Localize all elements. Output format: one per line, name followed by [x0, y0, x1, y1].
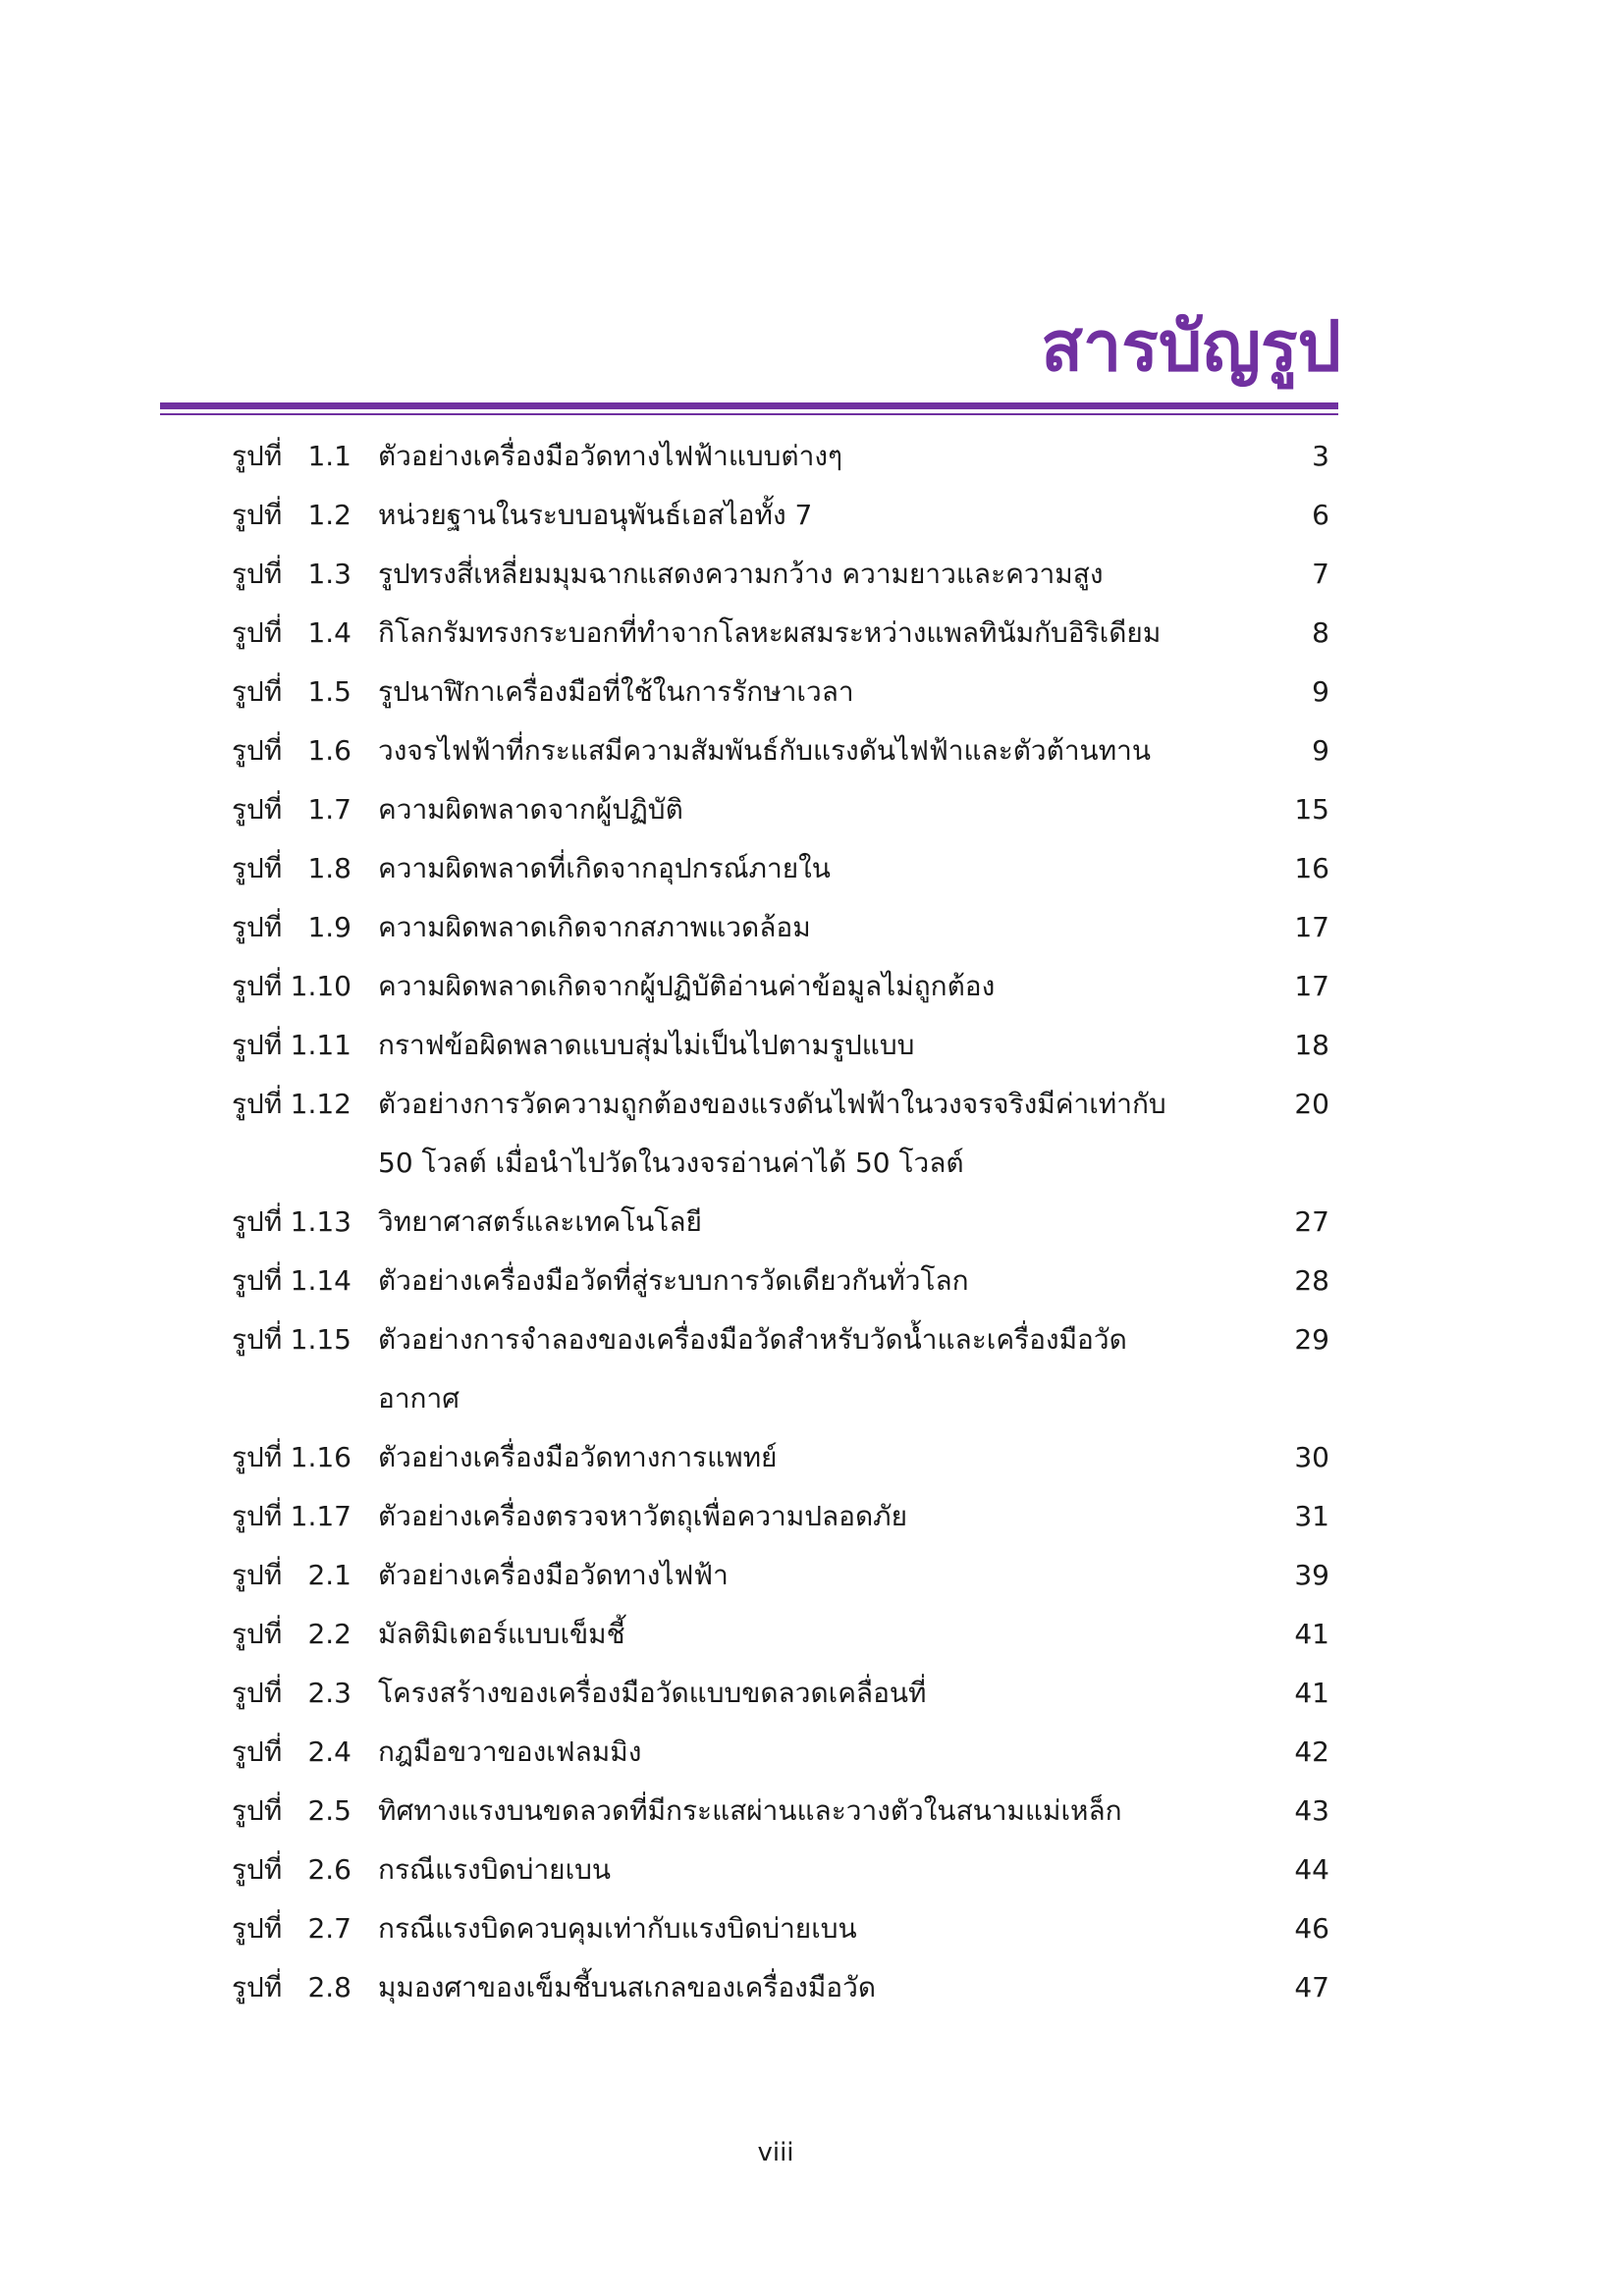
figure-prefix: รูปที่ [232, 675, 283, 708]
figure-prefix: รูปที่ [232, 1735, 283, 1768]
figure-caption: ตัวอย่างการวัดความถูกต้องของแรงดันไฟฟ้าในวงจรจริงมีค่าเท่ากับ 50 โวลต์ เมื่อนำไปวัดในวงจรอ่านค่าได้ 50 โวลต์ [378, 1088, 1166, 1179]
figure-caption: มุมองศาของเข็มชี้บนสเกลของเครื่องมือวัด [378, 1971, 877, 2003]
figure-number: 1.16 [290, 1441, 352, 1473]
figure-caption: ตัวอย่างเครื่องมือวัดทางการแพทย์ [378, 1441, 778, 1473]
figure-caption: ตัวอย่างการจำลองของเครื่องมือวัดสำหรับวัดน้ำและเครื่องมือวัด อากาศ [378, 1323, 1127, 1415]
figure-caption: ตัวอย่างเครื่องมือวัดที่สู่ระบบการวัดเดียวกันทั่วโลก [378, 1264, 969, 1297]
figure-entry[interactable] [0, 663, 1624, 721]
figure-page: 41 [1294, 1677, 1329, 1709]
figure-page: 9 [1312, 734, 1329, 767]
figure-entry[interactable] [0, 780, 1624, 839]
figure-entry[interactable] [0, 1193, 1624, 1252]
figure-prefix: รูปที่ [232, 1264, 283, 1297]
title-rule-thin [160, 413, 1338, 415]
figure-caption: ทิศทางแรงบนขดลวดที่มีกระแสผ่านและวางตัวในสนามแม่เหล็ก [378, 1794, 1122, 1827]
figure-prefix: รูปที่ [232, 499, 283, 531]
figure-prefix: รูปที่ [232, 1559, 283, 1591]
figure-entry[interactable] [0, 898, 1624, 957]
figure-page: 31 [1294, 1500, 1329, 1532]
figure-number: 2.3 [307, 1677, 352, 1709]
figure-prefix: รูปที่ [232, 793, 283, 826]
figure-prefix: รูปที่ [232, 558, 283, 590]
figure-page: 6 [1312, 499, 1329, 531]
figure-page: 41 [1294, 1618, 1329, 1650]
figure-caption: หน่วยฐานในระบบอนุพันธ์เอสไอทั้ง 7 [378, 499, 813, 531]
figure-page: 3 [1312, 440, 1329, 472]
figure-prefix: รูปที่ [232, 1618, 283, 1650]
figure-prefix: รูปที่ [232, 1677, 283, 1709]
figure-page: 44 [1294, 1853, 1329, 1886]
figure-prefix: รูปที่ [232, 852, 283, 884]
figure-page: 9 [1312, 675, 1329, 708]
figure-number: 2.5 [307, 1794, 352, 1827]
figure-prefix: รูปที่ [232, 1088, 283, 1120]
figure-prefix: รูปที่ [232, 1971, 283, 2003]
figure-list [0, 427, 1624, 2017]
figure-prefix: รูปที่ [232, 1912, 283, 1945]
figure-entry[interactable] [0, 839, 1624, 898]
figure-prefix: รูปที่ [232, 1323, 283, 1356]
figure-page: 39 [1294, 1559, 1329, 1591]
figure-page: 16 [1294, 852, 1329, 884]
figure-caption: ความผิดพลาดจากผู้ปฏิบัติ [378, 793, 683, 826]
figure-prefix: รูปที่ [232, 1029, 283, 1061]
figure-entry[interactable] [0, 1487, 1624, 1546]
figure-prefix: รูปที่ [232, 1853, 283, 1886]
title-rule-thick [160, 402, 1338, 409]
figure-entry[interactable] [0, 1782, 1624, 1841]
figure-entry[interactable] [0, 427, 1624, 486]
figure-number: 1.11 [290, 1029, 352, 1061]
figure-number: 2.6 [307, 1853, 352, 1886]
figure-caption: กรณีแรงบิดควบคุมเท่ากับแรงบิดบ่ายเบน [378, 1912, 857, 1945]
figure-prefix: รูปที่ [232, 1500, 283, 1532]
figure-prefix: รูปที่ [232, 616, 283, 649]
figure-number: 1.4 [307, 616, 352, 649]
figure-number: 1.3 [307, 558, 352, 590]
figure-number: 2.8 [307, 1971, 352, 2003]
figure-prefix: รูปที่ [232, 1205, 283, 1238]
figure-caption: ตัวอย่างเครื่องมือวัดทางไฟฟ้า [378, 1559, 729, 1591]
figure-number: 1.14 [290, 1264, 352, 1297]
figure-caption: ตัวอย่างเครื่องตรวจหาวัตถุเพื่อความปลอดภัย [378, 1500, 908, 1532]
figure-entry[interactable] [0, 1899, 1624, 1958]
figure-prefix: รูปที่ [232, 440, 283, 472]
figure-number: 1.2 [307, 499, 352, 531]
figure-entry[interactable] [0, 1310, 1624, 1428]
figure-caption: รูปนาฬิกาเครื่องมือที่ใช้ในการรักษาเวลา [378, 675, 854, 708]
figure-number: 2.2 [307, 1618, 352, 1650]
figure-entry[interactable] [0, 1841, 1624, 1899]
figure-entry[interactable] [0, 1723, 1624, 1782]
figure-entry[interactable] [0, 1252, 1624, 1310]
figure-caption: กรณีแรงบิดบ่ายเบน [378, 1853, 612, 1886]
figure-entry[interactable] [0, 1428, 1624, 1487]
figure-entry[interactable] [0, 1546, 1624, 1605]
figure-number: 1.10 [290, 970, 352, 1002]
figure-number: 1.5 [307, 675, 352, 708]
figure-caption: รูปทรงสี่เหลี่ยมมุมฉากแสดงความกว้าง ความยาวและความสูง [378, 558, 1104, 590]
figure-prefix: รูปที่ [232, 1441, 283, 1473]
figure-caption: มัลติมิเตอร์แบบเข็มชี้ [378, 1618, 625, 1650]
figure-caption: กิโลกรัมทรงกระบอกที่ทำจากโลหะผสมระหว่างแพลทินัมกับอิริเดียม [378, 616, 1162, 649]
figure-number: 1.8 [307, 852, 352, 884]
figure-number: 1.15 [290, 1323, 352, 1356]
figure-number: 1.13 [290, 1205, 352, 1238]
page-title: สารบัญรูป [1041, 306, 1341, 387]
figure-entry[interactable] [0, 1664, 1624, 1723]
figure-caption: ความผิดพลาดเกิดจากผู้ปฏิบัติอ่านค่าข้อมูลไม่ถูกต้อง [378, 970, 996, 1002]
figure-number: 1.1 [307, 440, 352, 472]
figure-caption: กราฟข้อผิดพลาดแบบสุ่มไม่เป็นไปตามรูปแบบ [378, 1029, 915, 1061]
figure-page: 42 [1294, 1735, 1329, 1768]
figure-prefix: รูปที่ [232, 911, 283, 943]
figure-entry[interactable] [0, 545, 1624, 604]
figure-caption: โครงสร้างของเครื่องมือวัดแบบขดลวดเคลื่อนที่ [378, 1677, 927, 1709]
figure-page: 17 [1294, 911, 1329, 943]
figure-entry[interactable] [0, 1016, 1624, 1075]
figure-entry[interactable] [0, 1075, 1624, 1193]
figure-number: 1.7 [307, 793, 352, 826]
figure-caption: วงจรไฟฟ้าที่กระแสมีความสัมพันธ์กับแรงดันไฟฟ้าและตัวต้านทาน [378, 734, 1152, 767]
figure-number: 1.17 [290, 1500, 352, 1532]
figure-entry[interactable] [0, 486, 1624, 545]
figure-number: 1.6 [307, 734, 352, 767]
page-number: viii [757, 2138, 794, 2167]
figure-number: 1.9 [307, 911, 352, 943]
figure-page: 8 [1312, 616, 1329, 649]
figure-page: 7 [1312, 558, 1329, 590]
figure-entry[interactable] [0, 1605, 1624, 1664]
figure-page: 43 [1294, 1794, 1329, 1827]
figure-entry[interactable] [0, 957, 1624, 1016]
figure-entry[interactable] [0, 1958, 1624, 2017]
figure-prefix: รูปที่ [232, 734, 283, 767]
figure-prefix: รูปที่ [232, 1794, 283, 1827]
figure-page: 29 [1294, 1323, 1329, 1356]
figure-page: 18 [1294, 1029, 1329, 1061]
figure-prefix: รูปที่ [232, 970, 283, 1002]
figure-number: 1.12 [290, 1088, 352, 1120]
figure-caption: ความผิดพลาดที่เกิดจากอุปกรณ์ภายใน [378, 852, 831, 884]
figure-caption: กฎมือขวาของเฟลมมิง [378, 1735, 642, 1768]
figure-number: 2.7 [307, 1912, 352, 1945]
figure-page: 27 [1294, 1205, 1329, 1238]
figure-page: 28 [1294, 1264, 1329, 1297]
figure-caption: ตัวอย่างเครื่องมือวัดทางไฟฟ้าแบบต่างๆ [378, 440, 843, 472]
figure-number: 2.4 [307, 1735, 352, 1768]
figure-caption: ความผิดพลาดเกิดจากสภาพแวดล้อม [378, 911, 811, 943]
figure-page: 47 [1294, 1971, 1329, 2003]
figure-entry[interactable] [0, 604, 1624, 663]
figure-page: 17 [1294, 970, 1329, 1002]
figure-page: 46 [1294, 1912, 1329, 1945]
figure-page: 15 [1294, 793, 1329, 826]
figure-number: 2.1 [307, 1559, 352, 1591]
figure-entry[interactable] [0, 721, 1624, 780]
figure-page: 20 [1294, 1088, 1329, 1120]
figure-caption: วิทยาศาสตร์และเทคโนโลยี [378, 1205, 702, 1238]
figure-page: 30 [1294, 1441, 1329, 1473]
